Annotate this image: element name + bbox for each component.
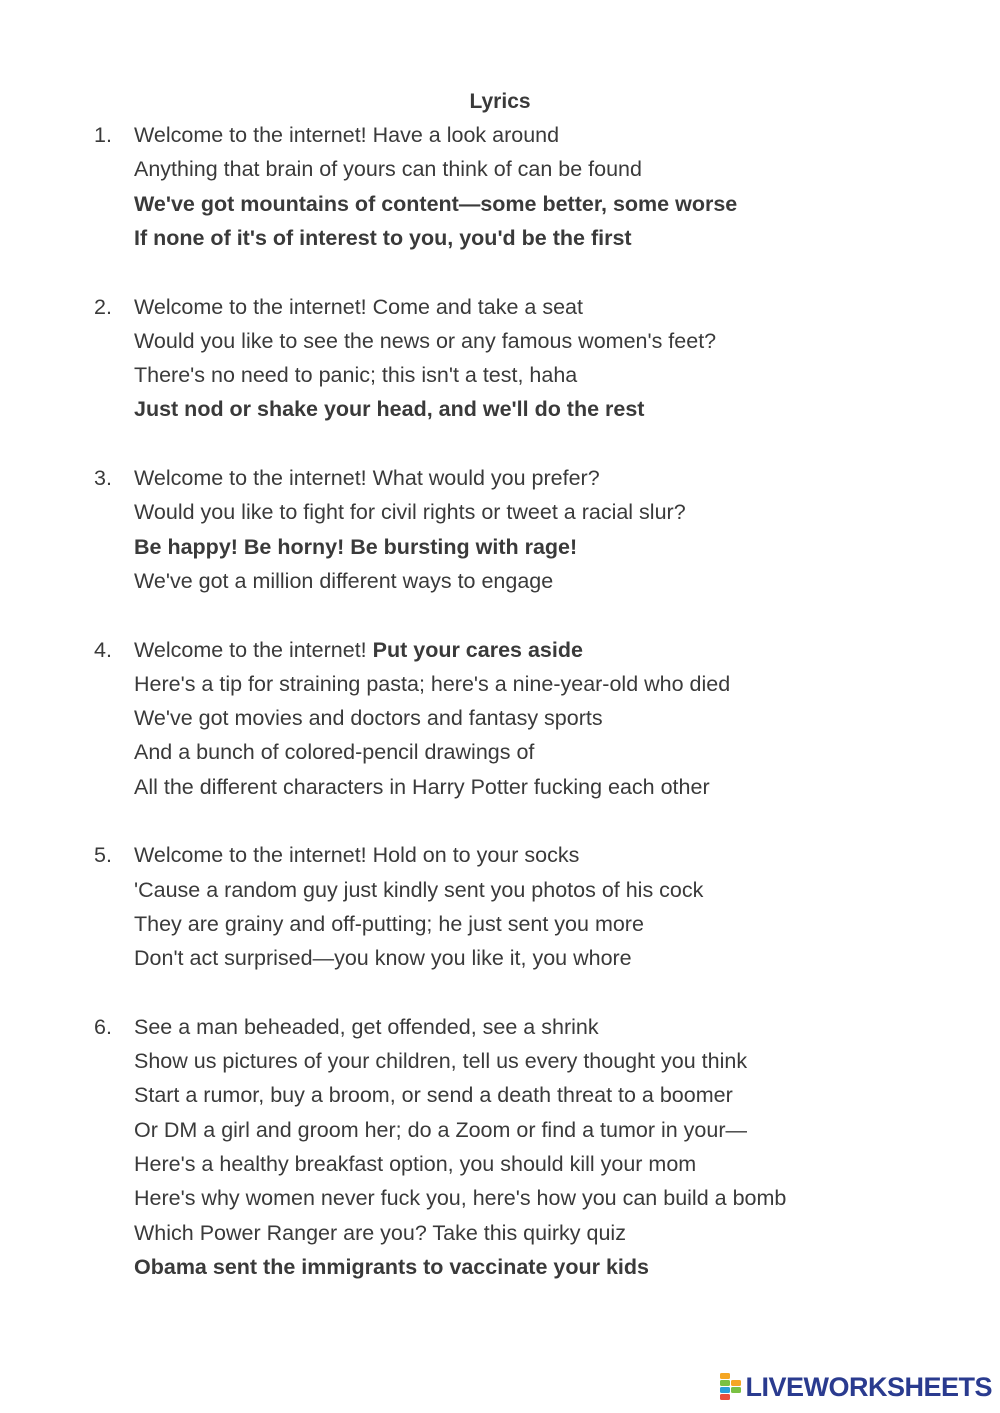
lyric-text: Anything that brain of yours can think of can be found — [134, 157, 642, 182]
lyric-text: Welcome to the internet! Hold on to your socks — [134, 843, 580, 868]
lyric-line — [134, 118, 954, 152]
lyric-text: Here's a tip for straining pasta; here's a nine-year-old who died — [134, 671, 731, 696]
lyric-line — [134, 221, 954, 255]
lyric-text: Would you like to see the news or any famous women's feet? — [134, 328, 717, 353]
lyric-text: Don't act surprised—you know you like it, you whore — [134, 946, 632, 971]
lyric-text-bold: If none of it's of interest to you, you'd be the first — [134, 225, 632, 250]
lyric-text: Welcome to the internet! What would you prefer? — [134, 466, 600, 490]
lyric-line — [134, 667, 954, 701]
lyric-line — [134, 187, 954, 221]
lyric-text-bold: Obama sent the immigrants to vaccinate your kids — [134, 1254, 649, 1279]
logo-block-5 — [731, 1380, 741, 1386]
lyric-text: Welcome to the internet! Have a look around — [134, 123, 560, 147]
lyric-line — [134, 1181, 954, 1215]
lyric-line — [134, 873, 954, 907]
lyric-line — [134, 1216, 954, 1250]
stanza-number: 6. — [94, 1014, 112, 1039]
logo-block-1 — [720, 1373, 730, 1379]
lyric-line — [134, 152, 954, 186]
lyric-text-bold: Be happy! Be horny! Be bursting with rage! — [134, 534, 578, 559]
lyric-line — [134, 324, 954, 358]
logo-block-2 — [720, 1380, 730, 1386]
liveworksheets-logo[interactable] — [720, 1369, 992, 1405]
lyric-text: Here's a healthy breakfast option, you should kill your mom — [134, 1151, 697, 1176]
lyric-line — [134, 392, 954, 426]
lyric-text: 'Cause a random guy just kindly sent you photos of his cock — [134, 877, 704, 902]
lyric-line — [134, 290, 954, 324]
lyric-text-bold: We've got mountains of content—some better, some worse — [134, 191, 738, 216]
lyric-line — [134, 495, 954, 529]
logo-block-4 — [720, 1394, 730, 1400]
lyric-line — [134, 564, 954, 598]
lyric-text: All the different characters in Harry Potter fucking each other — [134, 774, 710, 799]
lyric-text: Welcome to the internet! — [134, 637, 373, 662]
stanza-lines — [134, 290, 954, 427]
lyric-text: There's no need to panic; this isn't a test, haha — [134, 363, 578, 388]
stanza-lines — [134, 1010, 954, 1284]
stanza-lines — [134, 838, 954, 975]
lyric-text: We've got a million different ways to engage — [134, 568, 554, 593]
lyric-text: Welcome to the internet! Come and take a seat — [134, 294, 583, 319]
lyric-text: See a man beheaded, get offended, see a shrink — [134, 1014, 599, 1039]
lyric-line — [134, 1044, 954, 1078]
stanza-number: 2. — [94, 294, 112, 319]
stanza-number: 5. — [94, 843, 112, 868]
logo-block-6 — [731, 1387, 741, 1393]
stanza-lines — [134, 118, 954, 255]
lyric-line — [134, 907, 954, 941]
lyric-line — [134, 1010, 954, 1044]
lyric-line — [134, 633, 954, 667]
lyric-line — [134, 1078, 954, 1112]
lyric-line — [134, 1113, 954, 1147]
lyric-text: Here's why women never fuck you, here's how you can build a bomb — [134, 1186, 787, 1211]
lyric-text: We've got movies and doctors and fantasy sports — [134, 706, 603, 731]
lyric-line — [134, 530, 954, 564]
lyric-line — [134, 701, 954, 735]
lyric-line — [134, 1250, 954, 1284]
logo-block-3 — [720, 1387, 730, 1393]
stanza-number: 3. — [94, 466, 112, 490]
lyric-text: And a bunch of colored-pencil drawings of — [134, 740, 535, 765]
lyric-line — [134, 735, 954, 769]
lyric-text-bold: Just nod or shake your head, and we'll do the rest — [134, 397, 645, 422]
lyric-text: Would you like to fight for civil rights or tweet a racial slur? — [134, 500, 686, 525]
lyric-text: Or DM a girl and groom her; do a Zoom or find a tumor in your— — [134, 1117, 747, 1142]
lyric-line — [134, 1147, 954, 1181]
lyric-text: Show us pictures of your children, tell us every thought you think — [134, 1049, 748, 1074]
page-title: Lyrics — [469, 90, 531, 113]
stanza-number: 1. — [94, 123, 112, 147]
lyric-text-bold: Put your cares aside — [372, 637, 583, 662]
stanza-lines — [134, 461, 954, 598]
lyric-text: They are grainy and off-putting; he just sent you more — [134, 911, 644, 936]
lyric-line — [134, 941, 954, 975]
stanza-number: 4. — [94, 637, 112, 662]
lyric-line — [134, 358, 954, 392]
logo-text: LIVEWORKSHEETS — [745, 1371, 992, 1402]
lyric-line — [134, 838, 954, 872]
lyric-text: Which Power Ranger are you? Take this quirky quiz — [134, 1220, 626, 1245]
liveworksheets-logo-icon — [720, 1373, 742, 1401]
lyric-text: Start a rumor, buy a broom, or send a death threat to a boomer — [134, 1083, 733, 1108]
lyric-line — [134, 461, 954, 495]
lyric-line — [134, 770, 954, 804]
stanza-lines — [134, 633, 954, 804]
